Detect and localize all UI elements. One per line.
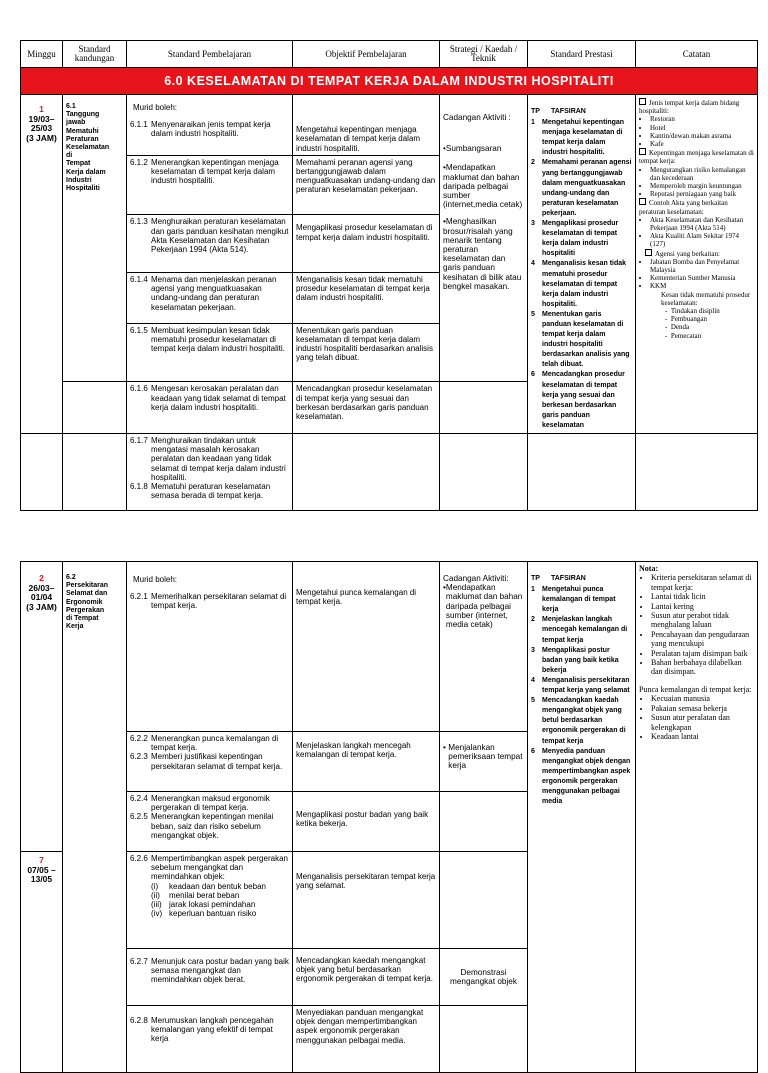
prestasi-row: 4 Menganalisis persekitaran tempat kerja yang selamat [531,676,630,695]
strategy-empty-cell [440,1006,528,1073]
week-cell-2 [21,852,63,1073]
week-number: 7 [39,855,44,865]
punca-list: • Kecuaian manusia • Pakaian semasa bekerja • Susun atur peralatan dan kelengkapan • Keadaan lantai [639,694,754,741]
ob-cell-1 [293,562,440,732]
header-row [21,41,758,68]
checkbox-icon [639,148,646,155]
sp-cell-5 [127,949,293,1006]
checkbox-icon [639,198,646,205]
strategy-cell-2 [440,732,528,792]
strategy-item: •Mendapatkan maklumat dan bahan daripada pelbagai sumber (internet,media cetak) [443,163,523,210]
sp-cell-1 [127,95,293,156]
lesson-plan-table-2 [20,561,758,1073]
title-banner-row [21,68,758,95]
sp-cell-2 [127,732,293,792]
strategy-empty-cell [440,852,528,949]
sp-item: 6.1.5 Membuat kesimpulan kesan tidak mematuhi prosedur keselamatan di tempat kerja dalam industri hospitaliti. [130,325,285,354]
ob-empty-cell [293,434,440,511]
week-dates: 19/03– 25/03 (3 JAM) [26,113,57,143]
sp-item: 6.2.7 Menunjuk cara postur badan yang baik semasa mengangkat dan memindahkan objek berat. [130,957,289,985]
kesan-head: Kesan tidak mematuhi prosedur keselamatan: [661,290,751,307]
week-dates: 26/03– 01/04 (3 JAM) [26,582,57,612]
prestasi-cell [528,95,636,434]
sp-cell-4 [127,852,293,949]
catatan-list: • Akta Keselamatan dan Kesihatan Pekerjaan 1994 (Akta 514) • Akta Kualiti Alam Sekitar 1974 (127) [639,216,754,249]
objective-text: Mengaplikasi prosedur keselamatan di tempat kerja dalam industri hospitaliti. [296,223,433,242]
intro-text: Murid boleh: [133,575,178,584]
week-dates: 07/05 – 13/05 [27,864,56,884]
prestasi-row: 1 Mengetahui punca kemalangan di tempat kerja [531,586,616,614]
nota-cell [636,562,758,1073]
ob-cell-2 [293,732,440,792]
ob-cell-3 [293,792,440,852]
week-number: 2 [39,573,44,583]
sp-cell-3 [127,215,293,273]
sk-empty-cell [63,382,127,434]
punca-head: Punca kemalangan di tempat kerja: [639,684,752,694]
sp-item: 6.1.7 Menghuraikan tindakan untuk mengatasi masalah kerosakan peralatan dan keadaan yang tidak selamat di tempat kerja dalam industri hospitaliti. [130,436,286,482]
prestasi-row: 4 Menganalisis kesan tidak mematuhi prosedur keselamatan di tempat kerja dalam industri hospitaliti. [531,260,627,308]
col-standard-kandungan: Standard kandungan [63,41,127,68]
prestasi-row: 3 Mengaplikasi postur badan yang baik ketika bekerja [531,646,619,674]
kesan-list: - Tindakan disiplin - Pembuangan - Denda - Pemecatan [665,307,720,340]
objective-text: Menganalisis kesan tidak mematuhi prosedur keselamatan di tempat kerja dalam industri hospitaliti. [296,275,430,303]
strategy-item: •Menghasilkan brosur/risalah yang menarik tentang peraturan keselamatan dan garis panduan kesihatan di bilik atau bengkel masakan. [443,217,522,291]
checkbox-icon [639,98,646,105]
catatan-list: • Restoran • Hotel • Kantin/dewan makan asrama • Kafe [639,115,754,148]
sp-item: 6.1.6 Mengesan kerosakan peralatan dan keadaan yang tidak selamat di tempat kerja dalam industri hospitaliti. [130,384,286,412]
sp-cell-3 [127,792,293,852]
strategy-item: • Mendapatkan maklumat dan bahan daripada pelbagai sumber (internet, media cetak) [443,583,523,630]
sp-item: 6.1.2 Menerangkan kepentingan menjaga keselamatan di tempat kerja dalam industri hospitaliti. [130,157,279,186]
ob-cell-2 [293,155,440,215]
catatan-box: Contoh Akta yang berkaitan peraturan keselamatan: [639,199,728,216]
sp-item: 6.2.3 Memberi justifikasi kepentingan persekitaran selamat di tempat kerja. [130,752,283,771]
ob-cell-3 [293,215,440,273]
objective-text: Mengaplikasi postur badan yang baik ketika bekerja. [296,810,429,829]
prestasi-row: 5 Menentukan garis panduan keselamatan di tempat kerja dalam industri hospitaliti berdasarkan analisis yang telah dibuat. [531,310,630,369]
strategy-empty-cell [440,434,528,511]
strategy-cell-5: Demonstrasi mengangkat objek [440,949,528,1006]
objective-text: Memahami peranan agensi yang bertanggungjawab dalam menguatkuasakan undang-undang dan peraturan keselamatan pekerjaan. [296,157,436,195]
checkbox-icon [645,249,652,256]
prestasi-header: TP TAFSIRAN [531,108,586,115]
catatan-cell [636,95,758,434]
catatan-box: Agensi yang berkaitan: [639,249,754,258]
objective-text: Menganalisis persekitaran tempat kerja yang selamat. [296,872,436,891]
sp-item: 6.2.2 Menerangkan punca kemalangan di tempat kerja. [130,734,279,753]
ob-cell-1 [293,95,440,156]
standard-kandungan-cell: 6.2 Persekitaran Selamat dan Ergonomik Pergerakan di Tempat Kerja [63,562,127,1073]
prestasi-row: 5 Mencadangkan kaedah mengangkat objek yang betul berdasarkan ergonomik pergerakan di tempat kerja [531,697,626,745]
sp-cell-4 [127,273,293,324]
col-strategi: Strategi / Kaedah / Teknik [440,41,528,68]
sp-item: 6.2.1 Memerihalkan persekitaran selamat di tempat kerja. [130,592,287,611]
week-cell [21,95,63,434]
objective-text: Menyediakan panduan mengangkat objek dengan mempertimbangkan aspek ergonomik pergerakan menggunakan pelbagai media. [296,1008,424,1045]
objective-text: Mengetahui kepentingan menjaga keselamatan di tempat kerja dalam industri hospitaliti. [296,125,421,153]
sp-item: 6.1.8 Mematuhi peraturan keselamatan semasa berada di tempat kerja. [130,482,271,501]
prestasi-row: 6 Menyedia panduan mengangkat objek dengan mempertimbangkan aspek ergonomik pergerakan menggunakan pelbagai media [531,747,631,806]
prestasi-row: 2 Memahami peranan agensi yang bertanggungjawab dalam menguatkuasakan undang-undang dan peraturan keselamatan pekerjaan. [531,159,632,217]
content-row-1 [21,95,758,156]
catatan-list: • Mengurangkan risiko kemalangan dan kecederaan • Memperoleh margin keuntungan • Reputasi perniagaan yang baik [639,166,754,199]
catatan-empty-cell [636,434,758,511]
strategy-item: •Sumbangsaran [443,144,502,154]
nota-list: • Kriteria persekitaran selamat di tempat kerja: • Lantai tidak licin • Lantai kering • Susun atur perabot tidak menghalang laluan • Pencahayaan dan pengudaraan yang mencukupi • Peralatan tajam disimpan baik • Bahan berbahaya dilabelkan dan disimpan. [639,573,754,676]
prestasi-row: 1 Mengetahui kepentingan menjaga keselamatan di tempat kerja dalam industri hospitaliti. [531,119,625,157]
catatan-box: Jenis tempat kerja dalam bidang hospitaliti: [639,99,740,116]
ob-cell-4 [293,273,440,324]
week-cell [21,562,63,852]
prestasi-row: 2 Menjelaskan langkah mencegah kemalangan di tempat kerja [531,616,628,644]
strategy-empty-cell [440,382,528,434]
ob-cell-6 [293,1006,440,1073]
nota-head: Nota: [639,564,659,573]
prestasi-row: 6 Mencadangkan prosedur keselamatan di tempat kerja yang sesuai dan berkesan berdasarkan garis panduan keselamatan [531,371,625,429]
strategy-empty-cell [440,792,528,852]
content-row-1 [21,562,758,732]
strategy-head: Cadangan Aktiviti : [443,113,511,122]
col-standard-prestasi: Standard Prestasi [528,41,636,68]
prestasi-header: TP TAFSIRAN [531,575,586,582]
strategy-cell [440,95,528,382]
sp-item: 6.1.1 Menyenaraikan jenis tempat kerja dalam industri hospitaliti. [130,120,271,139]
sp-item: 6.2.4 Menerangkan maksud ergonomik pergerakan di tempat kerja. [130,794,270,813]
strategy-head: Cadangan Aktiviti: [443,574,509,583]
ob-cell-6 [293,382,440,434]
objective-text: Mencadangkan kaedah mengangkat objek yang betul berdasarkan ergonomik pergerakan di tempat kerja. [296,956,433,984]
sk-empty-cell [63,434,127,511]
ob-cell-5 [293,323,440,382]
col-standard-pembelajaran: Standard Pembelajaran [127,41,293,68]
sp-cell-6 [127,382,293,434]
sp-cell-7 [127,434,293,511]
standard-kandungan-cell: 6.1 Tanggung jawab Mematuhi Peraturan Keselamatan di Tempat Kerja dalam Industri Hospitaliti [63,95,127,382]
col-catatan: Catatan [636,41,758,68]
content-row-7 [21,434,758,511]
prestasi-row: 3 Mengaplikasi prosedur keselamatan di tempat kerja dalam industri hospitaliti [531,220,619,258]
prestasi-empty-cell [528,434,636,511]
sp-sublist: (i) keadaan dan bentuk beban (ii) menilai berat beban (iii) jarak lokasi pemindahan (iv) keperluan bantuan risiko [151,881,266,919]
objective-text: Menjelaskan langkah mencegah kemalangan di tempat kerja. [296,741,411,760]
sp-item: 6.2.5 Menerangkan kepentingan menilai beban, saiz dan risiko sebelum mengangkat objek. [130,812,274,840]
intro-text: Murid boleh: [133,103,178,112]
ob-cell-4 [293,852,440,949]
ob-cell-5 [293,949,440,1006]
lesson-plan-table-1 [20,40,758,511]
strategy-item: • Menjalankan pemeriksaan tempat kerja [443,743,523,771]
sp-cell-6 [127,1006,293,1073]
section-title: 6.0 KESELAMATAN DI TEMPAT KERJA DALAM INDUSTRI HOSPITALITI [21,68,758,95]
week-number: 1 [39,104,44,114]
objective-text: Menentukan garis panduan keselamatan di tempat kerja dalam industri hospitaliti berdasarkan analisis yang telah dibuat. [296,325,433,363]
sp-cell-1 [127,562,293,732]
prestasi-cell [528,562,636,1073]
catatan-list: • Jabatan Bomba dan Penyelamat Malaysia • Kementerian Sumber Manusia • KKM [639,258,754,291]
objective-text: Mengetahui punca kemalangan di tempat kerja. [296,588,417,607]
strategy-cell-1 [440,562,528,732]
week-empty-cell [21,434,63,511]
catatan-box: Kepentingan menjaga keselamatan di tempat kerja: [639,149,754,166]
sp-cell-2 [127,155,293,215]
objective-text: Mencadangkan prosedur keselamatan di tempat kerja yang sesuai dan berkesan berdasarkan garis panduan keselamatan. [296,384,433,421]
col-minggu: Minggu [21,41,63,68]
sp-item: 6.2.8 Merumuskan langkah pencegahan kemalangan yang efektif di tempat kerja [130,1016,274,1044]
sp-cell-5 [127,323,293,382]
sp-item: 6.1.3 Menghuraikan peraturan keselamatan dan garis panduan kesihatan mengikut Akta Keselamatan dan Kesihatan Pekerjaan 1994 (Akta 514). [130,217,289,255]
sp-item: 6.2.6 Mempertimbangkan aspek pergerakan sebelum mengangkat dan memindahkan objek: [130,854,288,882]
sp-item: 6.1.4 Menama dan menjelaskan peranan agensi yang menguatkuasakan undang-undang dan peraturan keselamatan pekerjaan. [130,275,277,312]
col-objektif: Objektif Pembelajaran [293,41,440,68]
